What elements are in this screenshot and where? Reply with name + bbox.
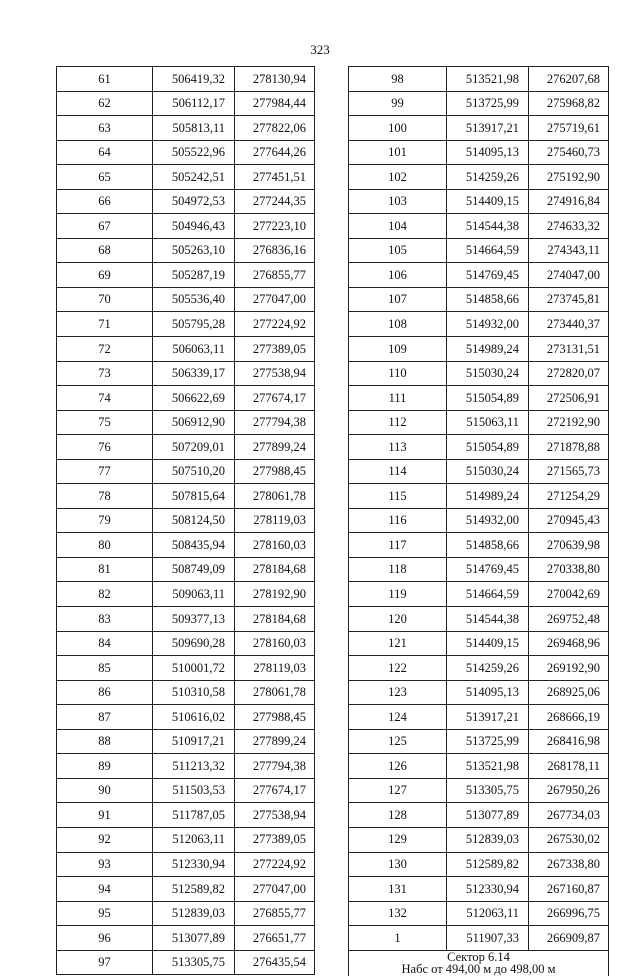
point-number-cell: 114 xyxy=(349,459,447,484)
x-coordinate-cell: 513077,89 xyxy=(447,803,529,828)
table-row xyxy=(349,410,609,435)
x-coordinate-cell: 513077,89 xyxy=(153,926,235,951)
point-number-cell: 80 xyxy=(57,533,153,558)
y-coordinate-cell: 267530,02 xyxy=(529,827,609,852)
table-row xyxy=(57,607,315,632)
x-coordinate-cell: 514409,15 xyxy=(447,631,529,656)
point-number-cell: 89 xyxy=(57,754,153,779)
x-coordinate-cell: 514409,15 xyxy=(447,189,529,214)
table-row xyxy=(57,238,315,263)
point-number-cell: 121 xyxy=(349,631,447,656)
x-coordinate-cell: 511787,05 xyxy=(153,803,235,828)
point-number-cell: 125 xyxy=(349,729,447,754)
x-coordinate-cell: 506622,69 xyxy=(153,386,235,411)
point-number-cell: 113 xyxy=(349,435,447,460)
x-coordinate-cell: 509063,11 xyxy=(153,582,235,607)
table-row xyxy=(57,680,315,705)
table-row xyxy=(57,410,315,435)
point-number-cell: 111 xyxy=(349,386,447,411)
point-number-cell: 62 xyxy=(57,91,153,116)
x-coordinate-cell: 511503,53 xyxy=(153,778,235,803)
y-coordinate-cell: 269752,48 xyxy=(529,607,609,632)
point-number-cell: 91 xyxy=(57,803,153,828)
point-number-cell: 123 xyxy=(349,680,447,705)
table-row xyxy=(349,631,609,656)
x-coordinate-cell: 508435,94 xyxy=(153,533,235,558)
sector-row xyxy=(349,950,609,976)
x-coordinate-cell: 506112,17 xyxy=(153,91,235,116)
point-number-cell: 96 xyxy=(57,926,153,951)
point-number-cell: 85 xyxy=(57,656,153,681)
point-number-cell: 116 xyxy=(349,508,447,533)
x-coordinate-cell: 507510,20 xyxy=(153,459,235,484)
table-row xyxy=(57,263,315,288)
x-coordinate-cell: 505813,11 xyxy=(153,116,235,141)
y-coordinate-cell: 276855,77 xyxy=(235,901,315,926)
table-row xyxy=(57,386,315,411)
table-row xyxy=(349,165,609,190)
table-row xyxy=(57,91,315,116)
y-coordinate-cell: 277794,38 xyxy=(235,410,315,435)
page-number: 323 xyxy=(310,42,330,57)
table-row xyxy=(349,459,609,484)
x-coordinate-cell: 504972,53 xyxy=(153,189,235,214)
point-number-cell: 109 xyxy=(349,337,447,362)
table-row xyxy=(349,263,609,288)
x-coordinate-cell: 508124,50 xyxy=(153,508,235,533)
point-number-cell: 64 xyxy=(57,140,153,165)
point-number-cell: 105 xyxy=(349,238,447,263)
table-row xyxy=(57,484,315,509)
point-number-cell: 84 xyxy=(57,631,153,656)
point-number-cell: 129 xyxy=(349,827,447,852)
point-number-cell: 117 xyxy=(349,533,447,558)
table-row xyxy=(57,827,315,852)
x-coordinate-cell: 507209,01 xyxy=(153,435,235,460)
table-row xyxy=(349,140,609,165)
x-coordinate-cell: 510001,72 xyxy=(153,656,235,681)
x-coordinate-cell: 514989,24 xyxy=(447,337,529,362)
y-coordinate-cell: 276651,77 xyxy=(235,926,315,951)
point-number-cell: 112 xyxy=(349,410,447,435)
y-coordinate-cell: 277451,51 xyxy=(235,165,315,190)
x-coordinate-cell: 512839,03 xyxy=(447,827,529,852)
x-coordinate-cell: 514259,26 xyxy=(447,165,529,190)
y-coordinate-cell: 276836,16 xyxy=(235,238,315,263)
y-coordinate-cell: 266909,87 xyxy=(529,926,609,951)
table-row xyxy=(57,533,315,558)
table-row xyxy=(349,189,609,214)
y-coordinate-cell: 277389,05 xyxy=(235,337,315,362)
point-number-cell: 68 xyxy=(57,238,153,263)
table-row xyxy=(349,729,609,754)
y-coordinate-cell: 277244,35 xyxy=(235,189,315,214)
y-coordinate-cell: 271254,29 xyxy=(529,484,609,509)
table-row xyxy=(349,508,609,533)
y-coordinate-cell: 277674,17 xyxy=(235,386,315,411)
table-row xyxy=(57,140,315,165)
table-row xyxy=(57,337,315,362)
point-number-cell: 82 xyxy=(57,582,153,607)
point-number-cell: 70 xyxy=(57,287,153,312)
sector-subtitle: Набс от 494,00 м до 498,00 м xyxy=(401,962,556,976)
table-row xyxy=(349,705,609,730)
x-coordinate-cell: 513725,99 xyxy=(447,91,529,116)
table-row xyxy=(57,778,315,803)
y-coordinate-cell: 274916,84 xyxy=(529,189,609,214)
point-number-cell: 71 xyxy=(57,312,153,337)
y-coordinate-cell: 274633,32 xyxy=(529,214,609,239)
y-coordinate-cell: 267950,26 xyxy=(529,778,609,803)
x-coordinate-cell: 505287,19 xyxy=(153,263,235,288)
y-coordinate-cell: 278061,78 xyxy=(235,680,315,705)
point-number-cell: 77 xyxy=(57,459,153,484)
x-coordinate-cell: 515063,11 xyxy=(447,410,529,435)
point-number-cell: 118 xyxy=(349,557,447,582)
point-number-cell: 78 xyxy=(57,484,153,509)
y-coordinate-cell: 275192,90 xyxy=(529,165,609,190)
x-coordinate-cell: 513521,98 xyxy=(447,754,529,779)
x-coordinate-cell: 513521,98 xyxy=(447,67,529,92)
x-coordinate-cell: 514544,38 xyxy=(447,607,529,632)
point-number-cell: 61 xyxy=(57,67,153,92)
x-coordinate-cell: 513305,75 xyxy=(447,778,529,803)
point-number-cell: 103 xyxy=(349,189,447,214)
y-coordinate-cell: 275719,61 xyxy=(529,116,609,141)
table-row xyxy=(57,656,315,681)
point-number-cell: 63 xyxy=(57,116,153,141)
point-number-cell: 81 xyxy=(57,557,153,582)
point-number-cell: 72 xyxy=(57,337,153,362)
table-row xyxy=(57,435,315,460)
y-coordinate-cell: 276435,54 xyxy=(235,950,315,975)
y-coordinate-cell: 267734,03 xyxy=(529,803,609,828)
x-coordinate-cell: 510616,02 xyxy=(153,705,235,730)
x-coordinate-cell: 514769,45 xyxy=(447,263,529,288)
y-coordinate-cell: 273131,51 xyxy=(529,337,609,362)
x-coordinate-cell: 512589,82 xyxy=(447,852,529,877)
point-number-cell: 98 xyxy=(349,67,447,92)
coordinates-table-right xyxy=(348,66,609,976)
x-coordinate-cell: 509377,13 xyxy=(153,607,235,632)
y-coordinate-cell: 275968,82 xyxy=(529,91,609,116)
x-coordinate-cell: 510310,58 xyxy=(153,680,235,705)
x-coordinate-cell: 514932,00 xyxy=(447,312,529,337)
y-coordinate-cell: 277538,94 xyxy=(235,803,315,828)
sector-title: Сектор 6.14 xyxy=(447,950,510,964)
point-number-cell: 128 xyxy=(349,803,447,828)
y-coordinate-cell: 278130,94 xyxy=(235,67,315,92)
x-coordinate-cell: 510917,21 xyxy=(153,729,235,754)
y-coordinate-cell: 277224,92 xyxy=(235,312,315,337)
point-number-cell: 120 xyxy=(349,607,447,632)
x-coordinate-cell: 514664,59 xyxy=(447,582,529,607)
x-coordinate-cell: 504946,43 xyxy=(153,214,235,239)
y-coordinate-cell: 276855,77 xyxy=(235,263,315,288)
table-row xyxy=(349,656,609,681)
y-coordinate-cell: 277822,06 xyxy=(235,116,315,141)
coordinates-table-left xyxy=(56,66,315,975)
table-row xyxy=(57,926,315,951)
point-number-cell: 94 xyxy=(57,877,153,902)
table-row xyxy=(349,901,609,926)
table-row xyxy=(57,729,315,754)
point-number-cell: 124 xyxy=(349,705,447,730)
table-row xyxy=(349,607,609,632)
x-coordinate-cell: 509690,28 xyxy=(153,631,235,656)
y-coordinate-cell: 278192,90 xyxy=(235,582,315,607)
point-number-cell: 92 xyxy=(57,827,153,852)
y-coordinate-cell: 278160,03 xyxy=(235,533,315,558)
x-coordinate-cell: 512839,03 xyxy=(153,901,235,926)
x-coordinate-cell: 512330,94 xyxy=(153,852,235,877)
y-coordinate-cell: 271878,88 xyxy=(529,435,609,460)
table-row xyxy=(57,116,315,141)
x-coordinate-cell: 515054,89 xyxy=(447,386,529,411)
point-number-cell: 107 xyxy=(349,287,447,312)
x-coordinate-cell: 506419,32 xyxy=(153,67,235,92)
table-row xyxy=(349,238,609,263)
table-row xyxy=(57,754,315,779)
table-row xyxy=(57,950,315,975)
x-coordinate-cell: 514095,13 xyxy=(447,140,529,165)
point-number-cell: 69 xyxy=(57,263,153,288)
table-row xyxy=(349,484,609,509)
table-row xyxy=(57,631,315,656)
x-coordinate-cell: 512063,11 xyxy=(153,827,235,852)
y-coordinate-cell: 270639,98 xyxy=(529,533,609,558)
point-number-cell: 76 xyxy=(57,435,153,460)
y-coordinate-cell: 268666,19 xyxy=(529,705,609,730)
point-number-cell: 73 xyxy=(57,361,153,386)
x-coordinate-cell: 515030,24 xyxy=(447,459,529,484)
y-coordinate-cell: 271565,73 xyxy=(529,459,609,484)
point-number-cell: 100 xyxy=(349,116,447,141)
x-coordinate-cell: 512589,82 xyxy=(153,877,235,902)
point-number-cell: 67 xyxy=(57,214,153,239)
point-number-cell: 110 xyxy=(349,361,447,386)
x-coordinate-cell: 514858,66 xyxy=(447,287,529,312)
y-coordinate-cell: 273440,37 xyxy=(529,312,609,337)
x-coordinate-cell: 514989,24 xyxy=(447,484,529,509)
table-row xyxy=(57,312,315,337)
point-number-cell: 132 xyxy=(349,901,447,926)
y-coordinate-cell: 267160,87 xyxy=(529,877,609,902)
table-row xyxy=(349,852,609,877)
x-coordinate-cell: 506339,17 xyxy=(153,361,235,386)
y-coordinate-cell: 270945,43 xyxy=(529,508,609,533)
table-row xyxy=(57,165,315,190)
y-coordinate-cell: 268925,06 xyxy=(529,680,609,705)
y-coordinate-cell: 278160,03 xyxy=(235,631,315,656)
x-coordinate-cell: 505795,28 xyxy=(153,312,235,337)
point-number-cell: 95 xyxy=(57,901,153,926)
point-number-cell: 122 xyxy=(349,656,447,681)
point-number-cell: 104 xyxy=(349,214,447,239)
point-number-cell: 119 xyxy=(349,582,447,607)
y-coordinate-cell: 266996,75 xyxy=(529,901,609,926)
x-coordinate-cell: 506063,11 xyxy=(153,337,235,362)
table-row xyxy=(57,877,315,902)
y-coordinate-cell: 278061,78 xyxy=(235,484,315,509)
table-row xyxy=(57,287,315,312)
y-coordinate-cell: 278184,68 xyxy=(235,557,315,582)
y-coordinate-cell: 268416,98 xyxy=(529,729,609,754)
table-row xyxy=(349,778,609,803)
table-row xyxy=(349,827,609,852)
x-coordinate-cell: 513917,21 xyxy=(447,116,529,141)
point-number-cell: 131 xyxy=(349,877,447,902)
table-row xyxy=(349,67,609,92)
y-coordinate-cell: 277794,38 xyxy=(235,754,315,779)
table-row xyxy=(57,459,315,484)
y-coordinate-cell: 277674,17 xyxy=(235,778,315,803)
y-coordinate-cell: 272192,90 xyxy=(529,410,609,435)
point-number-cell: 102 xyxy=(349,165,447,190)
x-coordinate-cell: 505242,51 xyxy=(153,165,235,190)
y-coordinate-cell: 277899,24 xyxy=(235,435,315,460)
y-coordinate-cell: 277223,10 xyxy=(235,214,315,239)
table-row xyxy=(349,214,609,239)
y-coordinate-cell: 277988,45 xyxy=(235,459,315,484)
y-coordinate-cell: 277047,00 xyxy=(235,877,315,902)
y-coordinate-cell: 268178,11 xyxy=(529,754,609,779)
x-coordinate-cell: 514769,45 xyxy=(447,557,529,582)
y-coordinate-cell: 277389,05 xyxy=(235,827,315,852)
x-coordinate-cell: 514095,13 xyxy=(447,680,529,705)
point-number-cell: 130 xyxy=(349,852,447,877)
y-coordinate-cell: 278119,03 xyxy=(235,508,315,533)
x-coordinate-cell: 511213,32 xyxy=(153,754,235,779)
table-row xyxy=(57,214,315,239)
table-row xyxy=(349,803,609,828)
table-row xyxy=(57,189,315,214)
table-row xyxy=(57,557,315,582)
table-row xyxy=(349,386,609,411)
x-coordinate-cell: 515030,24 xyxy=(447,361,529,386)
x-coordinate-cell: 511907,33 xyxy=(447,926,529,951)
y-coordinate-cell: 277644,26 xyxy=(235,140,315,165)
table-row xyxy=(349,926,609,951)
y-coordinate-cell: 272820,07 xyxy=(529,361,609,386)
y-coordinate-cell: 275460,73 xyxy=(529,140,609,165)
point-number-cell: 90 xyxy=(57,778,153,803)
y-coordinate-cell: 278184,68 xyxy=(235,607,315,632)
point-number-cell: 83 xyxy=(57,607,153,632)
table-row xyxy=(57,705,315,730)
point-number-cell: 1 xyxy=(349,926,447,951)
y-coordinate-cell: 277984,44 xyxy=(235,91,315,116)
y-coordinate-cell: 274343,11 xyxy=(529,238,609,263)
table-row xyxy=(349,116,609,141)
y-coordinate-cell: 277224,92 xyxy=(235,852,315,877)
x-coordinate-cell: 514664,59 xyxy=(447,238,529,263)
point-number-cell: 106 xyxy=(349,263,447,288)
point-number-cell: 127 xyxy=(349,778,447,803)
point-number-cell: 87 xyxy=(57,705,153,730)
point-number-cell: 101 xyxy=(349,140,447,165)
point-number-cell: 65 xyxy=(57,165,153,190)
table-row xyxy=(349,557,609,582)
x-coordinate-cell: 512063,11 xyxy=(447,901,529,926)
point-number-cell: 79 xyxy=(57,508,153,533)
y-coordinate-cell: 270338,80 xyxy=(529,557,609,582)
x-coordinate-cell: 508749,09 xyxy=(153,557,235,582)
table-row xyxy=(349,337,609,362)
table-row xyxy=(349,582,609,607)
x-coordinate-cell: 514858,66 xyxy=(447,533,529,558)
y-coordinate-cell: 277988,45 xyxy=(235,705,315,730)
table-row xyxy=(349,754,609,779)
x-coordinate-cell: 505263,10 xyxy=(153,238,235,263)
y-coordinate-cell: 273745,81 xyxy=(529,287,609,312)
point-number-cell: 93 xyxy=(57,852,153,877)
table-row xyxy=(57,852,315,877)
y-coordinate-cell: 277047,00 xyxy=(235,287,315,312)
table-row xyxy=(349,361,609,386)
y-coordinate-cell: 269192,90 xyxy=(529,656,609,681)
table-row xyxy=(349,435,609,460)
y-coordinate-cell: 270042,69 xyxy=(529,582,609,607)
y-coordinate-cell: 274047,00 xyxy=(529,263,609,288)
point-number-cell: 97 xyxy=(57,950,153,975)
table-row xyxy=(57,901,315,926)
table-row xyxy=(349,533,609,558)
x-coordinate-cell: 513725,99 xyxy=(447,729,529,754)
y-coordinate-cell: 269468,96 xyxy=(529,631,609,656)
y-coordinate-cell: 277538,94 xyxy=(235,361,315,386)
x-coordinate-cell: 515054,89 xyxy=(447,435,529,460)
y-coordinate-cell: 267338,80 xyxy=(529,852,609,877)
table-row xyxy=(349,287,609,312)
x-coordinate-cell: 505522,96 xyxy=(153,140,235,165)
y-coordinate-cell: 272506,91 xyxy=(529,386,609,411)
point-number-cell: 126 xyxy=(349,754,447,779)
point-number-cell: 115 xyxy=(349,484,447,509)
table-row xyxy=(57,508,315,533)
point-number-cell: 66 xyxy=(57,189,153,214)
x-coordinate-cell: 507815,64 xyxy=(153,484,235,509)
point-number-cell: 74 xyxy=(57,386,153,411)
x-coordinate-cell: 514544,38 xyxy=(447,214,529,239)
y-coordinate-cell: 276207,68 xyxy=(529,67,609,92)
sector-note xyxy=(349,950,609,976)
point-number-cell: 108 xyxy=(349,312,447,337)
x-coordinate-cell: 513305,75 xyxy=(153,950,235,975)
table-row xyxy=(57,582,315,607)
table-row xyxy=(349,680,609,705)
table-row xyxy=(57,361,315,386)
x-coordinate-cell: 514259,26 xyxy=(447,656,529,681)
table-row xyxy=(57,803,315,828)
y-coordinate-cell: 277899,24 xyxy=(235,729,315,754)
point-number-cell: 75 xyxy=(57,410,153,435)
x-coordinate-cell: 505536,40 xyxy=(153,287,235,312)
table-row xyxy=(349,91,609,116)
x-coordinate-cell: 513917,21 xyxy=(447,705,529,730)
point-number-cell: 86 xyxy=(57,680,153,705)
x-coordinate-cell: 506912,90 xyxy=(153,410,235,435)
x-coordinate-cell: 512330,94 xyxy=(447,877,529,902)
y-coordinate-cell: 278119,03 xyxy=(235,656,315,681)
table-row xyxy=(349,312,609,337)
point-number-cell: 99 xyxy=(349,91,447,116)
table-row xyxy=(57,67,315,92)
point-number-cell: 88 xyxy=(57,729,153,754)
x-coordinate-cell: 514932,00 xyxy=(447,508,529,533)
table-row xyxy=(349,877,609,902)
